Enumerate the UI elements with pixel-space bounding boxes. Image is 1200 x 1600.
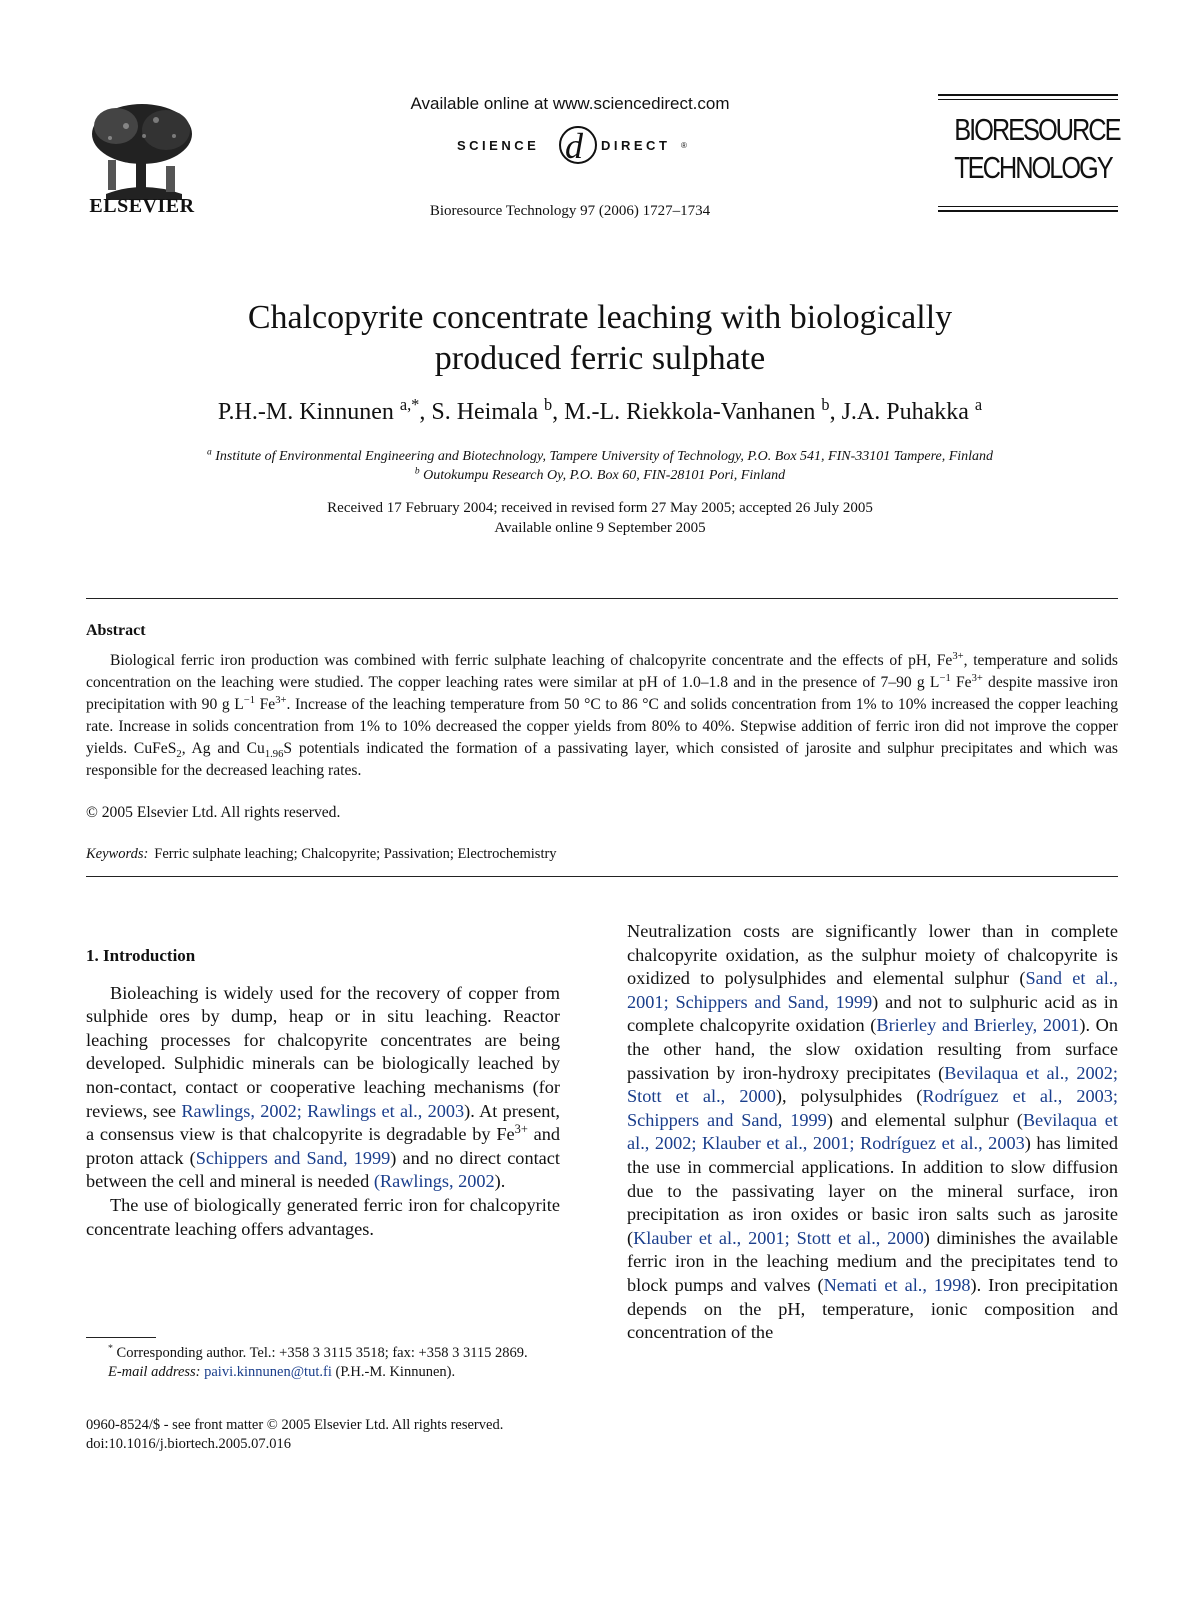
author-name[interactable]: M.-L. Riekkola-Vanhanen — [564, 399, 816, 425]
author-affil-mark[interactable]: b — [821, 395, 830, 414]
citation-link[interactable]: Brierley and Brierley, 2001 — [876, 1015, 1080, 1036]
email-link[interactable]: paivi.kinnunen@tut.fi — [204, 1364, 332, 1380]
author-name[interactable]: P.H.-M. Kinnunen — [217, 399, 394, 425]
keywords — [86, 846, 557, 863]
citation-link[interactable]: Bevilaqua et al., 2002; Klauber et al., 2001; Rodríguez et al., 2003 — [627, 1109, 1118, 1154]
author-name[interactable]: S. Heimala — [431, 399, 538, 425]
front-matter — [86, 1416, 606, 1454]
author-name[interactable]: J.A. Puhakka — [841, 399, 969, 425]
citation-link[interactable]: Bevilaqua et al., 2002; Stott et al., 2000 — [627, 1062, 1118, 1107]
sd-direct-text: DIRECT — [601, 138, 671, 153]
available-online-date: Available online 9 September 2005 — [494, 520, 706, 536]
keywords-list: Ferric sulphate leaching; Chalcopyrite; Passivation; Electrochemistry — [154, 846, 557, 862]
sciencedirect-logo[interactable] — [455, 122, 695, 168]
paragraph: Bioleaching is widely used for the recovery of copper from sulphide ores by dump, heap or in situ leaching. Reactor leaching processes for chalcopyrite concentrates are being developed. Sulphidic minerals can be biologically leached by non-contact, contact or cooperative leaching mechanisms (for reviews, see Rawlings, 2002; Rawlings et al., 2003). At present, a consensus view is that chalcopyrite is degradable by $Fe^{3+}$ and proton attack (Schippers and Sand, 1999) and no direct contact between the cell and mineral is needed (Rawlings, 2002). — [86, 982, 561, 1192]
paragraph: The use of biologically generated ferric iron for chalcopyrite concentrate leaching offers advantages. — [86, 1194, 560, 1239]
keywords-label: Keywords: — [86, 846, 149, 862]
citation-link[interactable]: Rodríguez et al., 2003; Schippers and Sand, 1999 — [627, 1086, 1118, 1130]
doi-line[interactable]: doi:10.1016/j.biortech.2005.07.016 — [86, 1436, 291, 1452]
sd-registered-mark: ® — [681, 141, 687, 150]
section-heading: 1. Introduction — [86, 946, 196, 965]
corresponding-author-note: * Corresponding author. Tel.: +358 3 3115 3518; fax: +358 3 3115 2869. — [108, 1343, 528, 1361]
divider-top — [86, 598, 1118, 599]
journal-logo-line1: BIORESOURCE — [954, 112, 1120, 147]
body-column-right — [627, 920, 1118, 1345]
divider-bottom — [86, 876, 1118, 877]
article-history — [80, 498, 1120, 538]
citation-link[interactable]: Klauber et al., 2001; Stott et al., 2000 — [633, 1227, 924, 1248]
abstract-body: Biological ferric iron production was combined with ferric sulphate leaching of chalcopyrite concentrate and the effects of pH, $Fe^{3+}$, temperature and solids concentration on the leaching were studied. The copper leaching rates were similar at pH of 1.0–1.8 and in the presence of 7–90 g $L^{-1}$ $Fe^{3+}$ despite massive iron precipitation with 90 g $L^{-1}$ $Fe^{3+}$. Increase of the leaching temperature from 50 °C to 86 °C and solids concentration from 1% to 10% increased the copper leaching rate. Increase in solids concentration from 1% to 10% decreased the copper yields from 80% to 40%. Stepwise addition of ferric iron did not improve the copper yields. CuFeS$_2$, Ag and $Cu_{1.96}S$ potentials indicated the formation of a passivating layer, which consisted of jarosite and sulphur precipitates and which was responsible for the decreased leaching rates. — [86, 650, 1118, 779]
email-note: E-mail address: paivi.kinnunen@tut.fi (P.H.-M. Kinnunen). — [108, 1364, 456, 1380]
article-title — [150, 297, 1050, 379]
affiliations — [80, 447, 1120, 485]
footnote — [86, 1344, 560, 1382]
journal-logo — [938, 94, 1118, 222]
affiliation-b: $^b$ Outokumpu Research Oy, P.O. Box 60, FIN-28101 Pori, Finland — [414, 466, 786, 483]
body-column-left — [86, 944, 560, 1241]
journal-citation: Bioresource Technology 97 (2006) 1727–1734 — [429, 203, 711, 219]
citation-link[interactable]: Schippers and Sand, 1999 — [195, 1147, 391, 1168]
publisher-name: ELSEVIER — [89, 195, 195, 217]
title-line-1: Chalcopyrite concentrate leaching with biologically — [247, 299, 953, 336]
citation-link[interactable]: Nemati et al., 1998 — [823, 1274, 971, 1295]
citation-link[interactable]: Sand et al., 2001; Schippers and Sand, 1999 — [627, 968, 1118, 1012]
available-online-text[interactable]: Available online at www.sciencedirect.com — [410, 94, 730, 113]
journal-logo-line2: TECHNOLOGY — [954, 150, 1112, 185]
paragraph: Neutralization costs are significantly lower than in complete chalcopyrite oxidation, as the sulphur moiety of chalcopyrite is oxidized to polysulphides and elemental sulphur (Sand et al., 2001; Schippers and Sand, 1999) and not to sulphuric acid as in complete chalcopyrite oxidation (Brierley and Brierley, 2001). On the other hand, the slow oxidation resulting from surface passivation by iron-hydroxy precipitates (Bevilaqua et al., 2002; Stott et al., 2000), polysulphides (Rodríguez et al., 2003; Schippers and Sand, 1999) and elemental sulphur (Bevilaqua et al., 2002; Klauber et al., 2001; Rodríguez et al., 2003) has limited the use in commercial applications. In addition to slow diffusion due to the passivating layer on the mineral surface, iron precipitation as iron oxides or basic iron salts such as jarosite (Klauber et al., 2001; Stott et al., 2000) diminishes the available ferric iron in the leaching medium and the precipitates tend to block pumps and valves (Nemati et al., 1998). Iron precipitation depends on the pH, temperature, ionic composition and concentration of the — [627, 921, 1119, 1343]
issn-line: 0960-8524/$ - see front matter © 2005 Elsevier Ltd. All rights reserved. — [86, 1417, 504, 1433]
abstract-copyright: © 2005 Elsevier Ltd. All rights reserved. — [86, 804, 341, 821]
citation-link[interactable]: Rawlings, 2002; Rawlings et al., 2003 — [181, 1100, 465, 1121]
author-affil-mark[interactable]: b — [543, 395, 553, 414]
author-affil-mark[interactable]: a,* — [399, 395, 420, 414]
title-line-2: produced ferric sulphate — [434, 340, 766, 377]
author-affil-mark[interactable]: a — [974, 395, 983, 414]
citation-link[interactable]: (Rawlings, 2002 — [373, 1171, 495, 1192]
sd-science-text: SCIENCE — [457, 138, 540, 153]
author-list: P.H.-M. Kinnunen $^{a,*}$, S. Heimala $^b$, M.-L. Riekkola-Vanhanen $^b$, J.A. Puhakka $^a$ — [217, 395, 983, 425]
received-dates: Received 17 February 2004; received in revised form 27 May 2005; accepted 26 July 2005 — [327, 500, 873, 516]
sd-d-text: d — [565, 126, 583, 166]
affiliation-a: $^a$ Institute of Environmental Engineering and Biotechnology, Tampere University of Technology, P.O. Box 541, FIN-33101 Tampere, Finland — [206, 447, 994, 464]
abstract-heading: Abstract — [86, 622, 146, 639]
footnote-rule — [86, 1337, 156, 1338]
